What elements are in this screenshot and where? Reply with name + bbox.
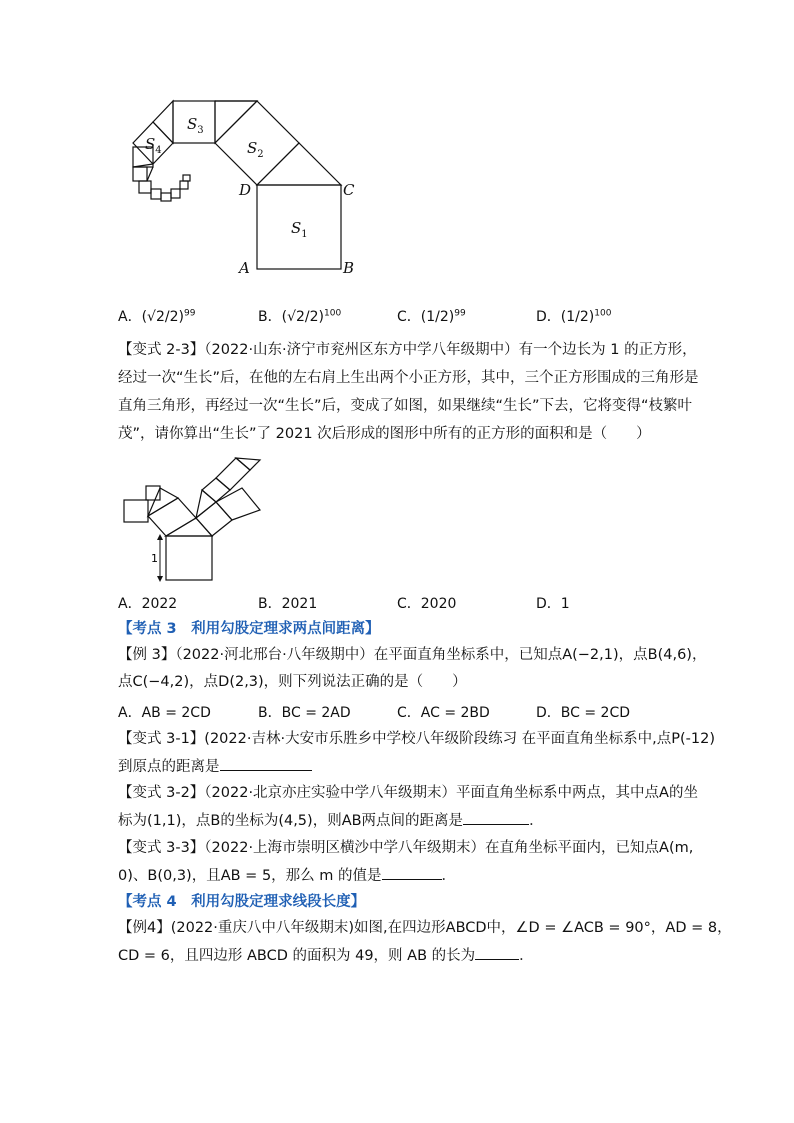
variant-3-3-end: ． xyxy=(441,868,457,884)
option-c-prev[interactable] xyxy=(397,306,466,326)
figure-tree-svg xyxy=(118,450,268,585)
figure-spiral-svg xyxy=(125,95,365,280)
variant-3-3-line2 xyxy=(118,865,456,886)
option-letter: B． xyxy=(258,309,282,325)
option-a-ex3[interactable]: A．AB = 2CD xyxy=(118,705,211,721)
option-b-ex3[interactable]: B．BC = 2AD xyxy=(258,705,351,721)
tree-base-square xyxy=(166,536,212,580)
option-exp: 100 xyxy=(594,308,612,319)
variant-3-2-line2 xyxy=(118,810,544,831)
variant-3-1-line1: 【变式 3-1】(2022·吉林·大安市乐胜乡中学校八年级阶段练习 在平面直角坐标系中,点P(-12) xyxy=(118,731,716,747)
option-letter: D． xyxy=(536,309,561,325)
label-s3: $S_3$ xyxy=(187,115,204,136)
variant-3-3-text: 0)、B(0,3)，且AB = 5，那么 m 的值是 xyxy=(118,868,382,884)
option-a-2-3[interactable]: A．2022 xyxy=(118,596,178,612)
section-4-heading: 【考点 4 利用勾股定理求线段长度】 xyxy=(118,894,366,910)
figure-pythagoras-tree xyxy=(118,450,268,585)
option-a-prev[interactable] xyxy=(118,306,195,326)
label-d: D xyxy=(239,181,252,199)
triangle-top xyxy=(257,143,341,185)
label-s1: $S_1$ xyxy=(291,219,308,240)
option-letter: C． xyxy=(397,309,421,325)
option-base: (1/2) xyxy=(560,309,595,325)
example-3-line2: 点C(−4,2)，点D(2,3)，则下列说法正确的是（ ） xyxy=(118,674,467,690)
option-c-ex3[interactable]: C．AC = 2BD xyxy=(397,705,490,721)
variant-2-3-line4: 茂”，请你算出“生长”了 2021 次后形成的图形中所有的正方形的面积和是（ ） xyxy=(118,426,651,442)
answer-blank-3-2[interactable] xyxy=(463,810,529,825)
example-4-line2 xyxy=(118,945,534,966)
option-b-2-3[interactable]: B．2021 xyxy=(258,596,318,612)
label-b: B xyxy=(343,259,355,277)
example-4-line1: 【例4】(2022·重庆八中八年级期末)如图,在四边形ABCD中，∠D = ∠ACB = 90°，AD = 8， xyxy=(118,920,732,936)
variant-2-3-line3: 直角三角形，再经过一次“生长”后，变成了如图，如果继续“生长”下去，它将变得“枝繁叶 xyxy=(118,398,693,414)
figure-spiral-squares xyxy=(125,95,365,280)
example-4-end: ． xyxy=(519,948,534,964)
answer-blank-ex4[interactable] xyxy=(475,945,519,960)
variant-3-1-line2 xyxy=(118,756,312,777)
variant-2-3-line1: 【变式 2-3】（2022·山东·济宁市兖州区东方中学八年级期中）有一个边长为 1 的正方形， xyxy=(118,342,697,358)
option-b-prev[interactable] xyxy=(258,306,341,326)
section-3-heading: 【考点 3 利用勾股定理求两点间距离】 xyxy=(118,621,380,637)
label-a: A xyxy=(239,259,250,277)
option-exp: 100 xyxy=(324,308,342,319)
option-base: (1/2) xyxy=(420,309,455,325)
option-d-2-3[interactable]: D．1 xyxy=(536,596,570,612)
variant-3-3-line1: 【变式 3-3】（2022·上海市崇明区横沙中学八年级期末）在直角坐标平面内，已知点A(m, xyxy=(118,840,694,856)
tree-side-label: 1 xyxy=(151,552,158,565)
variant-3-2-text: 标为(1,1)，点B的坐标为(4,5)，则AB两点间的距离是 xyxy=(118,813,464,829)
option-exp: 99 xyxy=(183,308,196,319)
example-3-line1: 【例 3】（2022·河北邢台·八年级期中）在平面直角坐标系中，已知点A(−2,1)，点B(4,6)， xyxy=(118,647,707,663)
option-d-prev[interactable] xyxy=(536,306,611,326)
option-exp: 99 xyxy=(454,308,466,319)
answer-blank-3-1[interactable] xyxy=(220,756,312,771)
variant-3-2-line1: 【变式 3-2】（2022·北京亦庄实验中学八年级期末）平面直角坐标系中两点，其中点A的坐 xyxy=(118,785,698,801)
variant-2-3-line2: 经过一次“生长”后，在他的左右肩上生出两个小正方形，其中，三个正方形围成的三角形是 xyxy=(118,370,699,386)
variant-3-1-text: 到原点的距离是 xyxy=(118,759,220,775)
label-c: C xyxy=(343,181,355,199)
label-s2: $S_2$ xyxy=(247,139,264,160)
option-c-2-3[interactable]: C．2020 xyxy=(397,596,457,612)
example-4-text: CD = 6，且四边形 ABCD 的面积为 49，则 AB 的长为 xyxy=(118,948,476,964)
label-s4: $S_4$ xyxy=(145,135,162,156)
option-base: (√2/2) xyxy=(281,309,324,325)
option-letter: A． xyxy=(118,309,142,325)
answer-blank-3-3[interactable] xyxy=(382,865,442,880)
variant-3-2-end: ． xyxy=(529,813,544,829)
option-base: (√2/2) xyxy=(141,309,184,325)
option-d-ex3[interactable]: D．BC = 2CD xyxy=(536,705,631,721)
